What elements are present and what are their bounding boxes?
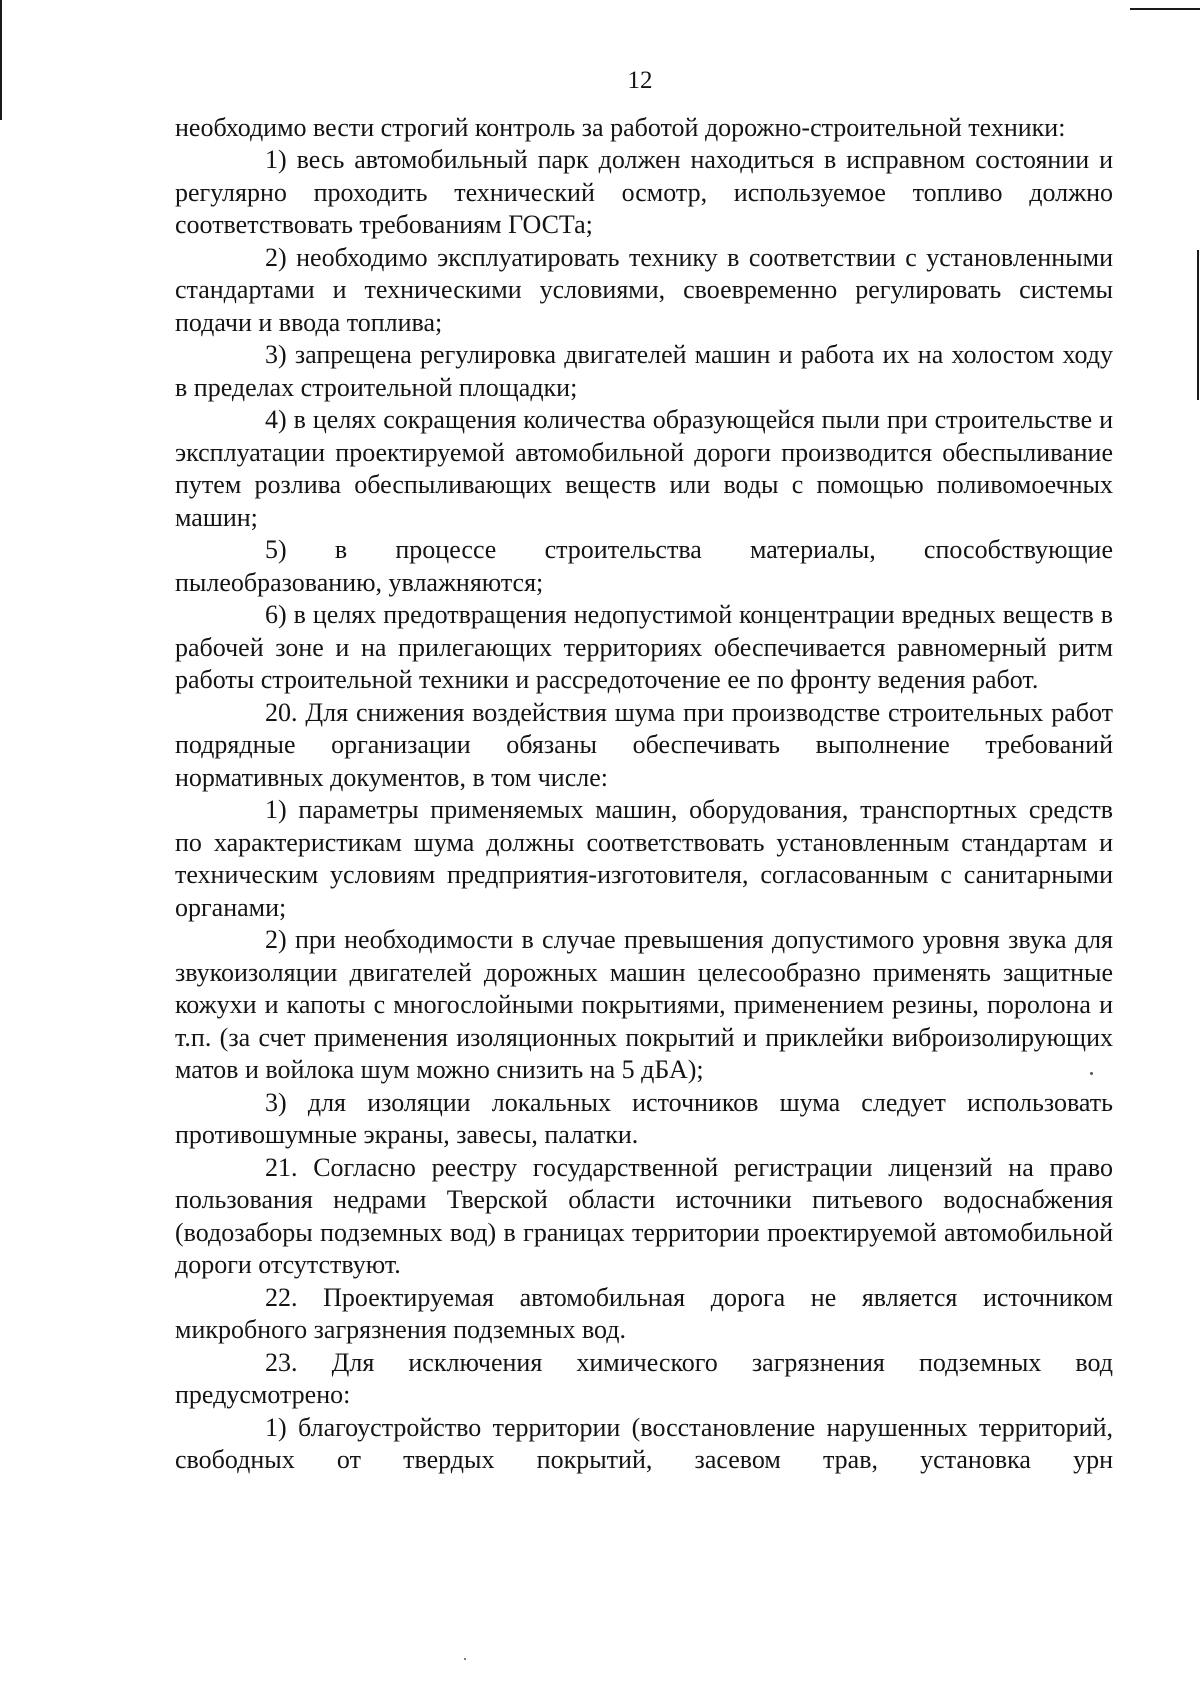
section-21-water-supply: 21. Согласно реестру государственной регистрации лицензий на право пользования недрами Тверской области источники питьевого водоснабжения (водозаборы подземных вод) в границах территории проектируемой автомобильной дороги отсутствуют. [175,1152,1113,1279]
scan-edge-left [0,0,2,120]
list-item-concentration-prevention: 6) в целях предотвращения недопустимой концентрации вредных веществ в рабочей зоне и на прилегающих территориях обеспечивается равномерный ритм работы строительной техники и рассредоточение ее по фронту ведения работ. [175,600,1113,694]
list-item-dust-suppression: 4) в целях сокращения количества образующейся пыли при строительстве и эксплуатации проектируемой автомобильной дороги производится обеспыливание путем розлива обеспыливающих веществ или воды с помощью поливомоечных машин; [175,405,1113,532]
list-item-engine-adjustment: 3) запрещена регулировка двигателей машин и работа их на холостом ходу в пределах строительной площадки; [175,340,1113,402]
section-23-chemical: 23. Для исключения химического загрязнения подземных вод предусмотрено: [175,1347,1113,1409]
section-20-noise: 20. Для снижения воздействия шума при производстве строительных работ подрядные организации обязаны обеспечивать выполнение требований нормативных документов, в том числе: [175,697,1113,792]
scan-speck [464,1658,466,1660]
list-item-noise-screens: 3) для изоляции локальных источников шума следует использовать противошумные экраны, завесы, палатки. [175,1087,1113,1149]
list-item-landscaping: 1) благоустройство территории (восстановление нарушенных территорий, свободных от твердых покрытий, засевом трав, установка урн [175,1412,1113,1474]
scan-speck [1090,1072,1093,1075]
list-item-vehicle-fleet: 1) весь автомобильный парк должен находиться в исправном состоянии и регулярно проходить технический осмотр, используемое топливо должно соответствовать требованиям ГОСТа; [175,145,1113,239]
section-22-microbial: 22. Проектируемая автомобильная дорога не является источником микробного загрязнения подземных вод. [175,1282,1113,1344]
document-body [175,112,1113,1477]
list-item-material-moistening: 5) в процессе строительства материалы, способствующие пылеобразованию, увлажняются; [175,535,1113,597]
scan-edge-top-right [1130,8,1200,10]
list-item-noise-parameters: 1) параметры применяемых машин, оборудования, транспортных средств по характеристикам шума должны соответствовать установленным стандартам и техническим условиям предприятия-изготовителя, согласованным с санитарными органами; [175,795,1113,922]
paragraph-continuation: необходимо вести строгий контроль за работой дорожно-строительной техники: [175,112,1066,142]
list-item-sound-insulation: 2) при необходимости в случае превышения допустимого уровня звука для звукоизоляции двигателей дорожных машин целесообразно применять защитные кожухи и капоты с многослойными покрытиями, применением резины, поролона и т.п. (за счет применения изоляционных покрытий и приклейки виброизолирующих матов и войлока шум можно снизить на 5 дБА); [175,925,1113,1084]
page-number: 12 [627,67,653,94]
scan-edge-right [1197,250,1199,400]
list-item-equipment-operation: 2) необходимо эксплуатировать технику в соответствии с установленными стандартами и техническими условиями, своевременно регулировать системы подачи и ввода топлива; [175,242,1113,337]
